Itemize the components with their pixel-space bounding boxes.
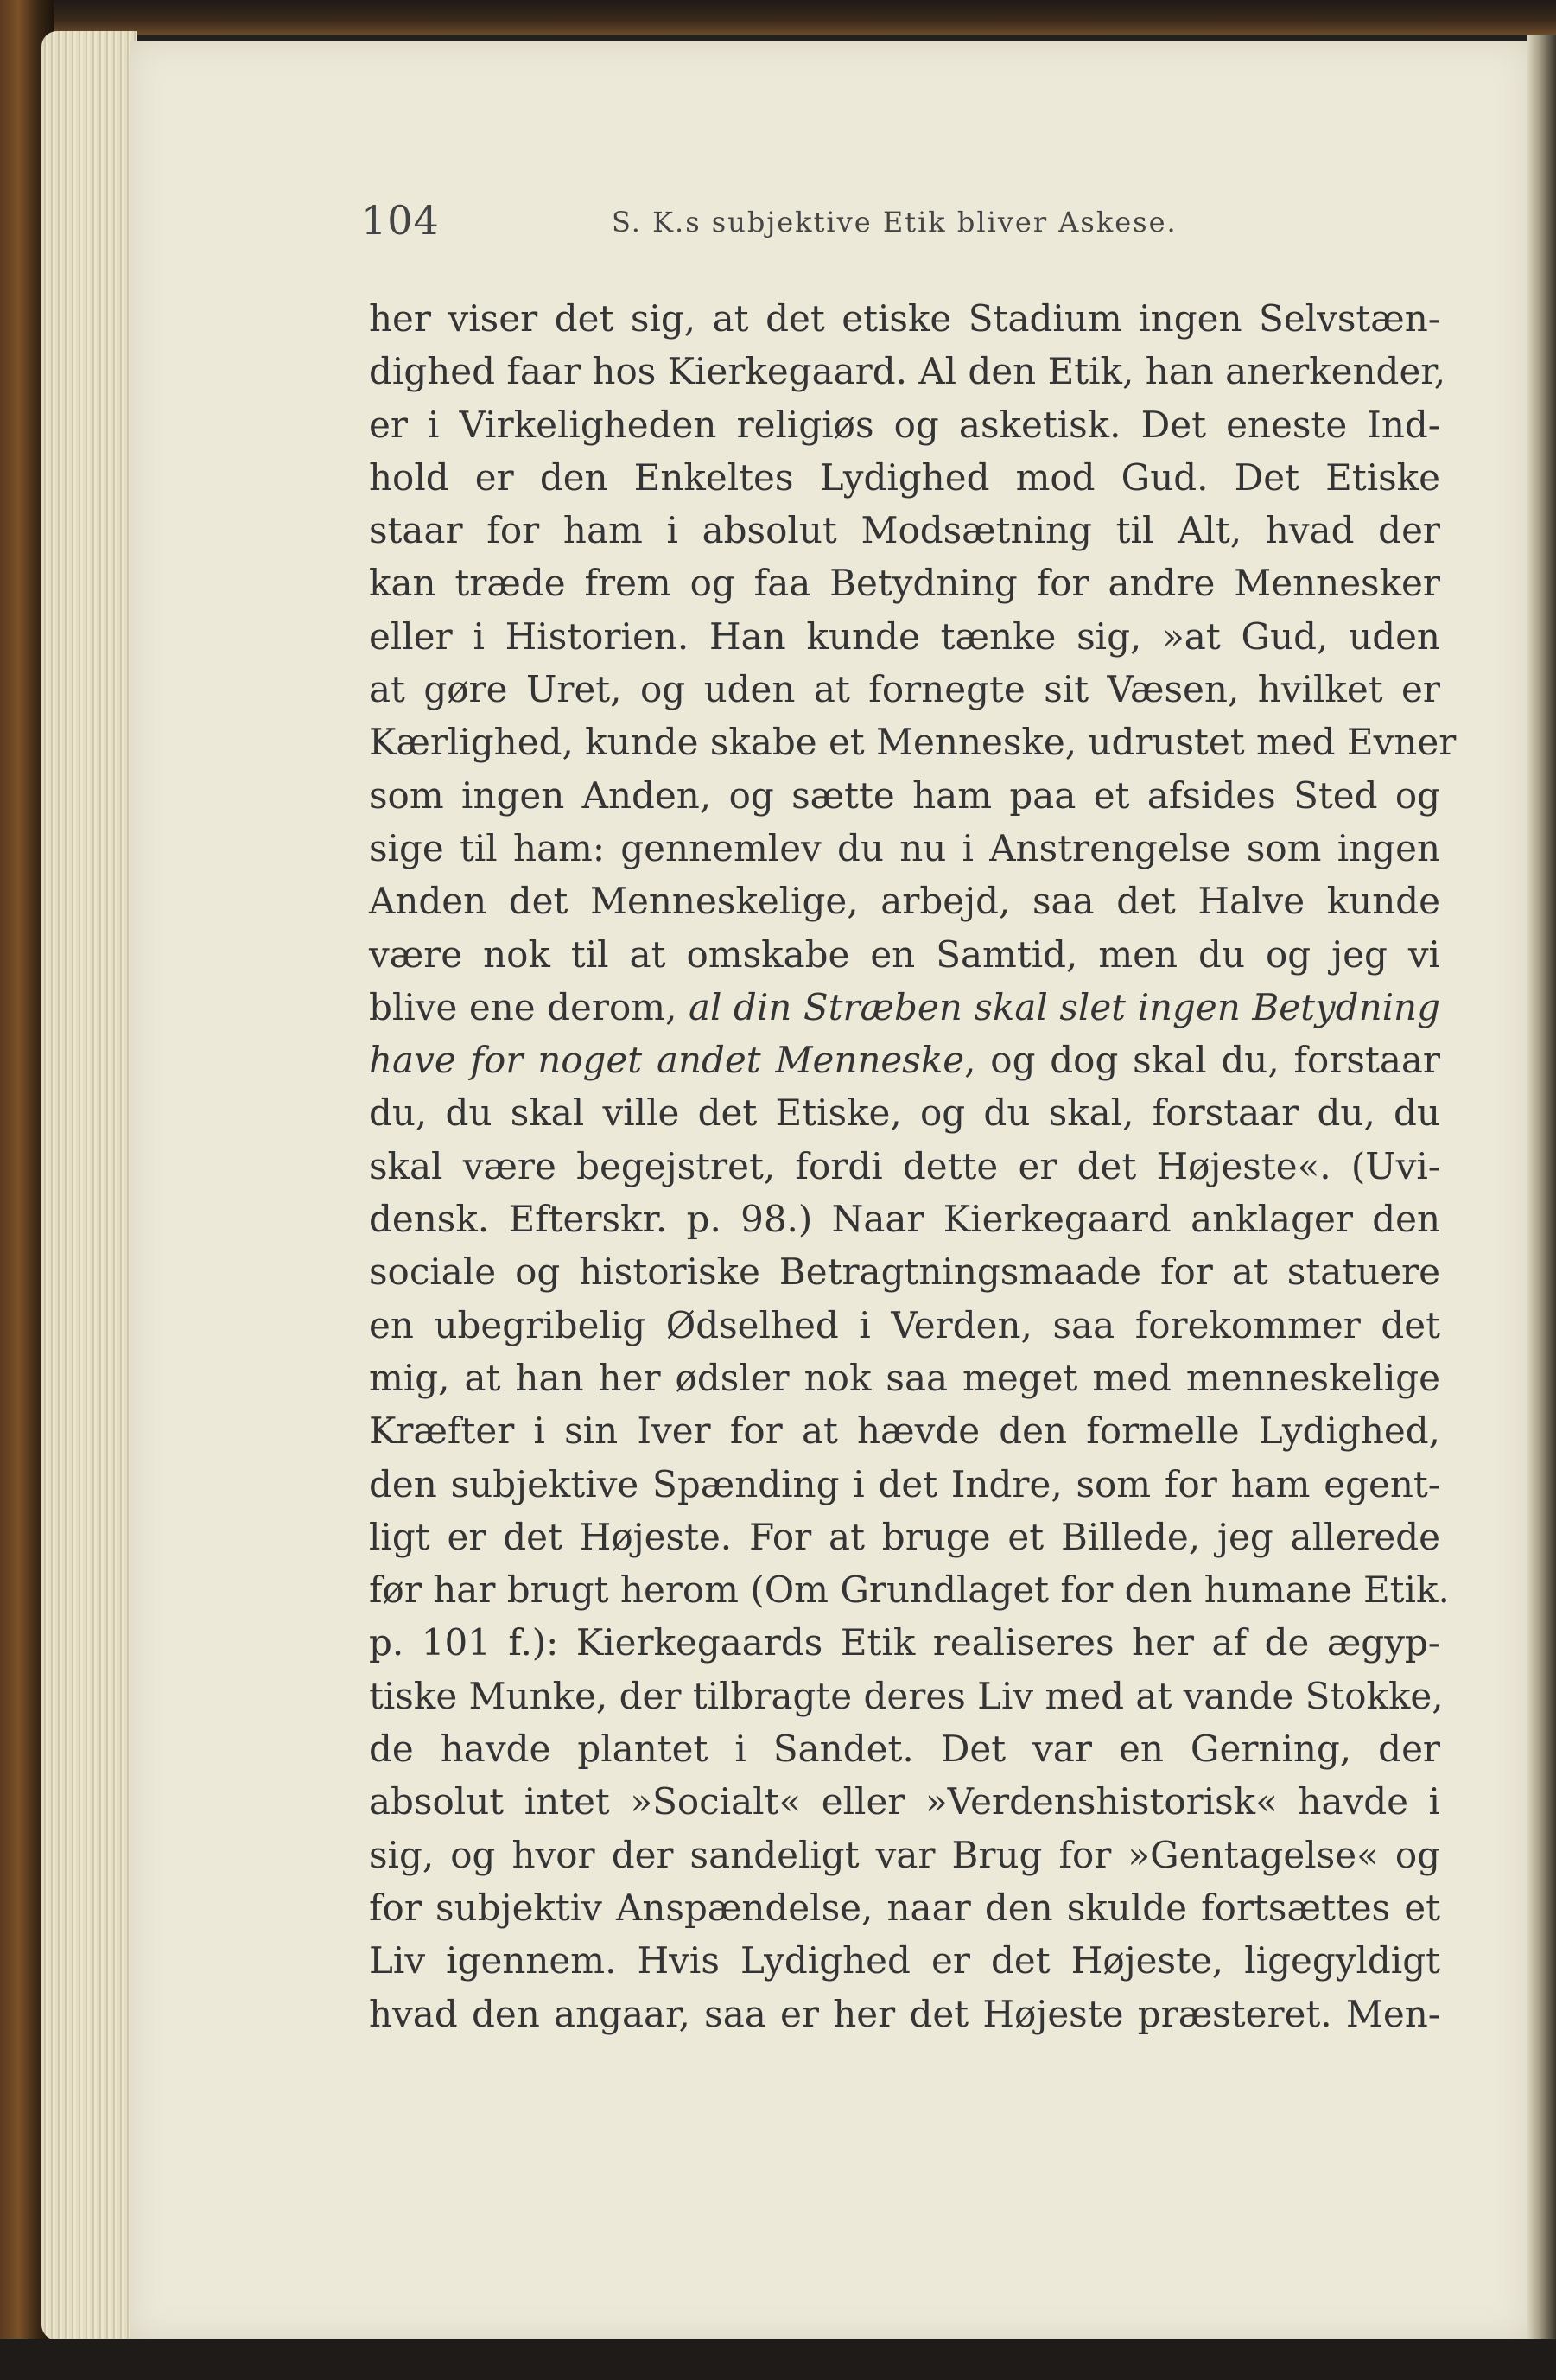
text-line: [369, 1086, 1440, 1139]
book-cover-top: [0, 0, 1556, 35]
text-run: , og dog skal du, forstaar: [964, 1039, 1440, 1082]
text-run: kan træde frem og faa Betydning for andre Mennesker: [369, 562, 1440, 605]
running-title: S. K.s subjektive Etik bliver Askese.: [612, 206, 1178, 239]
text-run: sige til ham: gennemlev du nu i Anstrengelse som ingen: [369, 826, 1440, 869]
text-line: [369, 1616, 1440, 1669]
text-run: tiske Munke, der tilbragte deres Liv med at vande Stokke,: [369, 1674, 1444, 1717]
text-run: Anden det Menneskelige, arbejd, saa det Halve kunde: [369, 880, 1440, 923]
text-run: her viser det sig, at det etiske Stadium ingen Selvstæn-: [369, 297, 1440, 340]
text-run: densk. Efterskr. p. 98.) Naar Kierkegaard anklager den: [369, 1198, 1440, 1241]
text-run: Kræfter i sin Iver for at hævde den formelle Lydighed,: [369, 1410, 1440, 1453]
text-run: være nok til at omskabe en Samtid, men du og jeg vi: [369, 932, 1440, 976]
body-text: [369, 292, 1457, 2040]
text-run: sig, og hvor der sandeligt var Brug for »Gentagelse« og: [369, 1833, 1440, 1876]
text-line: [369, 610, 1440, 663]
page-header: [361, 197, 1225, 249]
italic-text-run: al din Stræben skal slet ingen Betydning: [688, 985, 1440, 1028]
text-run: p. 101 f.): Kierkegaards Etik realiseres her af de ægyp-: [369, 1621, 1440, 1664]
text-line: [369, 1193, 1440, 1245]
text-line: [369, 1829, 1440, 1881]
text-run: mig, at han her ødsler nok saa meget med menneskelige: [369, 1356, 1440, 1399]
page-number: 104: [361, 197, 440, 244]
text-line: [369, 1299, 1440, 1352]
text-run: absolut intet »Socialt« eller »Verdenshistorisk« havde i: [369, 1780, 1440, 1823]
text-run: du, du skal ville det Etiske, og du skal, forstaar du, du: [369, 1091, 1440, 1135]
text-run: hvad den angaar, saa er her det Højeste præsteret. Men-: [369, 1992, 1440, 2035]
text-line: [369, 345, 1446, 398]
text-run: staar for ham i absolut Modsætning til Alt, hvad der: [369, 509, 1440, 552]
text-line: [369, 292, 1440, 345]
text-run: Kærlighed, kunde skabe et Menneske, udrustet med Evner: [369, 721, 1457, 764]
text-run: før har brugt herom (Om Grundlaget for den humane Etik.: [369, 1569, 1450, 1612]
text-run: for subjektiv Anspændelse, naar den skulde fortsættes et: [369, 1886, 1440, 1929]
text-line: [369, 398, 1440, 451]
text-line: [369, 1140, 1440, 1193]
text-line: [369, 1988, 1440, 2040]
text-line: [369, 663, 1440, 716]
text-line: [369, 1881, 1440, 1934]
text-run: dighed faar hos Kierkegaard. Al den Etik, han anerkender,: [369, 350, 1446, 393]
italic-text-run: have for noget andet Menneske: [369, 1039, 965, 1082]
text-run: skal være begejstret, fordi dette er det Højeste«. (Uvi-: [369, 1144, 1440, 1187]
text-run: eller i Historien. Han kunde tænke sig, »at Gud, uden: [369, 614, 1440, 658]
text-line: [369, 504, 1440, 557]
text-line: [369, 1034, 1440, 1086]
text-run: den subjektive Spænding i det Indre, som for ham egent-: [369, 1462, 1440, 1505]
text-run: en ubegribelig Ødselhed i Verden, saa forekommer det: [369, 1303, 1440, 1346]
text-line: [369, 1775, 1440, 1828]
text-line: [369, 1245, 1440, 1298]
text-line: [369, 1722, 1440, 1775]
text-line: [369, 1670, 1444, 1722]
text-line: [369, 928, 1440, 981]
text-line: [369, 557, 1440, 609]
text-run: at gøre Uret, og uden at fornegte sit Væsen, hvilket er: [369, 668, 1440, 711]
text-run: de havde plantet i Sandet. Det var en Gerning, der: [369, 1728, 1440, 1771]
text-line: [369, 981, 1440, 1034]
text-line: [369, 1404, 1440, 1457]
text-line: [369, 769, 1440, 822]
text-run: er i Virkeligheden religiøs og asketisk. Det eneste Ind-: [369, 403, 1440, 446]
text-line: [369, 1458, 1440, 1511]
text-run: sociale og historiske Betragtningsmaade for at statuere: [369, 1250, 1440, 1294]
text-line: [369, 1934, 1440, 1987]
text-run: blive ene derom,: [369, 985, 689, 1028]
text-line: [369, 1563, 1450, 1616]
text-run: hold er den Enkeltes Lydighed mod Gud. Det Etiske: [369, 455, 1440, 499]
text-line: [369, 1511, 1440, 1563]
text-run: ligt er det Højeste. For at bruge et Billede, jeg allerede: [369, 1515, 1440, 1558]
text-line: [369, 716, 1457, 768]
page-stack-edges: [41, 31, 137, 2340]
text-run: som ingen Anden, og sætte ham paa et afsides Sted og: [369, 773, 1440, 817]
text-run: Liv igennem. Hvis Lydighed er det Højeste, ligegyldigt: [369, 1939, 1440, 1982]
text-line: [369, 451, 1440, 504]
text-line: [369, 875, 1440, 927]
page-gutter: [1527, 35, 1556, 2351]
book-cover-bottom: [0, 2339, 1556, 2380]
text-line: [369, 822, 1440, 875]
text-line: [369, 1352, 1440, 1404]
